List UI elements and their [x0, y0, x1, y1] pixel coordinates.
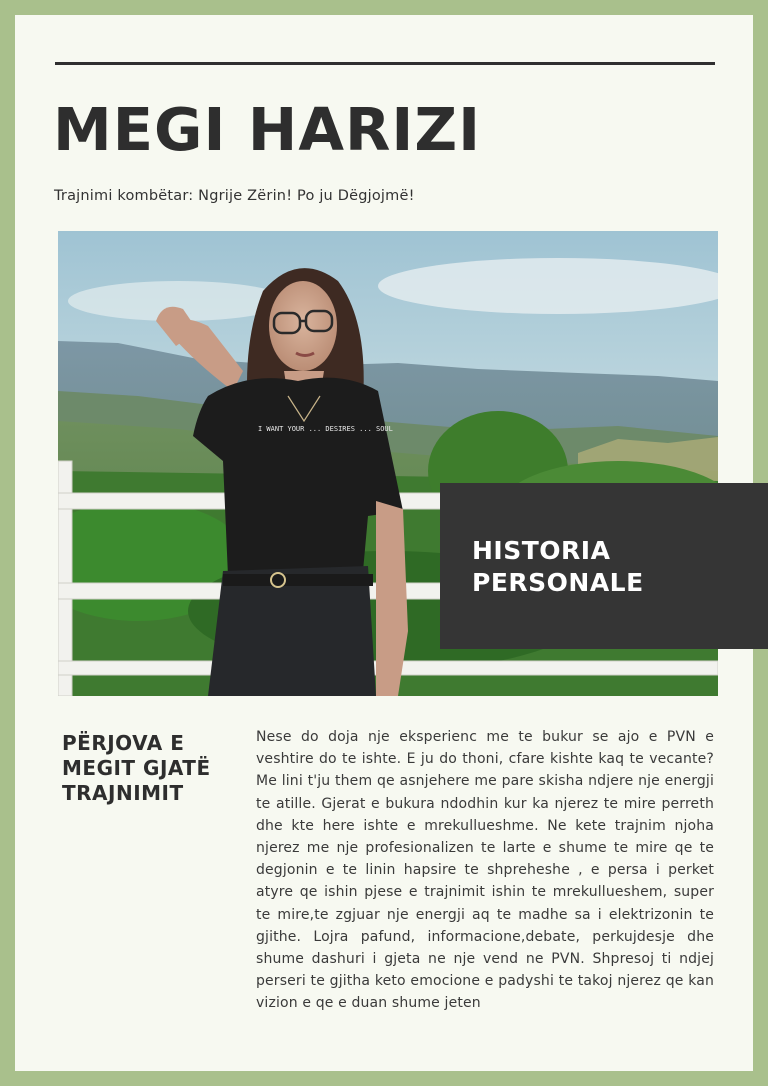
- section-label: [472, 535, 644, 599]
- article-body: Nese do doja nje eksperienc me te bukur se ajo e PVN e veshtire do te ishte. E ju do thoni, cfare kishte kaq te vecante? Me lini t'ju them qe asnjehere me pare skisha ndjere nje energji te atille. Gjerat e bukura ndodhin kur ka njerez te mire perreth dhe kte here ishte e mrekullueshme. Ne kete trajnim njoha njerez me nje profesionalizen te larte e shume te mire qe te degjonin e te linin hapsire te shpreheshe , e persa i perket atyre qe ishin pjese e trajnimit ishin te mrekullueshem, super te mire,te zgjuar nje energji aq te madhe sa i elektrizonin te gjithe. Lojra pafund, informacione,debate, perkujdesje dhe shume dashuri i gjeta ne nje vend ne PVN. Shpresoj ti ndjej perseri te gjitha keto emocione e padyshi te takoj njerez qe kan vizion e qe e duan shume jeten: [256, 729, 714, 1012]
- section-label-line2: PERSONALE: [472, 568, 644, 597]
- page-title: MEGI HARIZI: [53, 95, 482, 164]
- article-heading-line1: PËRJOVA E: [62, 731, 185, 755]
- section-label-line1: HISTORIA: [472, 536, 611, 565]
- document-page: [15, 15, 753, 1071]
- top-divider: [55, 62, 715, 65]
- article-heading-line2: MEGIT GJATË: [62, 756, 211, 780]
- tshirt-print: I WANT YOUR ... DESIRES ... SOUL: [258, 425, 393, 433]
- article-heading: [62, 731, 262, 806]
- section-label-box: [440, 483, 768, 649]
- page-subtitle: Trajnimi kombëtar: Ngrije Zërin! Po ju Dëgjojmë!: [54, 188, 415, 204]
- article-heading-line3: TRAJNIMIT: [62, 781, 184, 805]
